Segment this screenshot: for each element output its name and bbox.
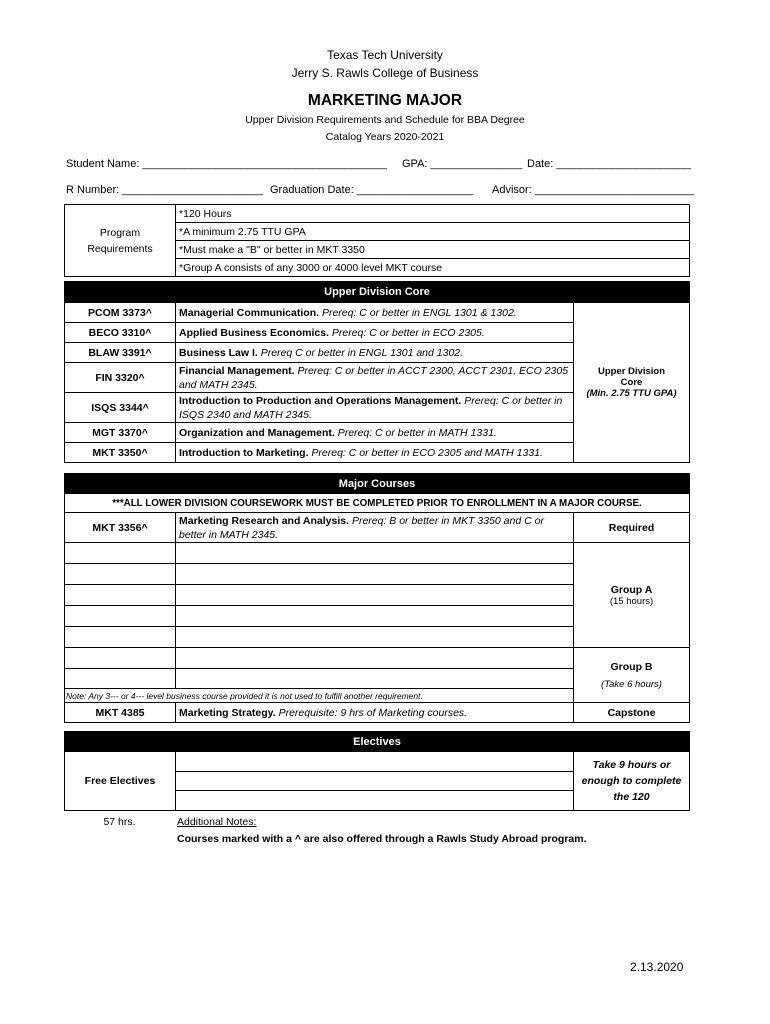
electives-side-label: Take 9 hours or enough to complete the 120: [574, 752, 690, 811]
r-number-field[interactable]: R Number: _______________________: [66, 184, 263, 196]
course-code-blank[interactable]: [65, 564, 176, 585]
major-courses-heading: Major Courses: [65, 474, 690, 494]
university-name: Texas Tech University: [327, 48, 443, 62]
additional-notes-text: Courses marked with a ^ are also offered through a Rawls Study Abroad program.: [177, 833, 587, 845]
program-requirements-label: Program Requirements: [65, 205, 176, 277]
elective-hours: 57 hrs.: [103, 816, 136, 828]
course-code: BLAW 3391^: [65, 343, 176, 363]
elective-blank[interactable]: [176, 791, 574, 811]
course-description-blank[interactable]: [176, 627, 574, 648]
electives-heading: Electives: [65, 732, 690, 752]
course-description: Introduction to Marketing. Prereq: C or better in ECO 2305 and MATH 1331.: [176, 443, 574, 463]
page-subtitle: Upper Division Requirements and Schedule for BBA Degree: [245, 114, 525, 126]
program-item: *Must make a "B" or better in MKT 3350: [176, 241, 690, 259]
course-code-blank[interactable]: [65, 606, 176, 627]
course-description-blank[interactable]: [176, 564, 574, 585]
course-code-blank[interactable]: [65, 648, 176, 669]
page-title: MARKETING MAJOR: [307, 92, 463, 109]
course-code: PCOM 3373^: [65, 303, 176, 323]
group-b-note: Note: Any 3--- or 4--- level business course provided it is not used to fulfill another requirement.: [65, 689, 574, 703]
electives-table: [64, 731, 690, 811]
course-description-blank[interactable]: [176, 648, 574, 669]
upper-division-core-table: [64, 281, 690, 463]
date-field[interactable]: Date: ______________________: [527, 158, 691, 170]
course-code: ISQS 3344^: [65, 393, 176, 423]
program-requirements-table: [64, 204, 690, 277]
course-description-blank[interactable]: [176, 585, 574, 606]
course-description: Business Law I. Prereq C or better in ENGL 1301 and 1302.: [176, 343, 574, 363]
course-description-blank[interactable]: [176, 606, 574, 627]
gpa-field[interactable]: GPA: _______________: [402, 158, 523, 170]
course-code-blank[interactable]: [65, 585, 176, 606]
course-description-blank[interactable]: [176, 669, 574, 689]
course-code: MKT 3356^: [65, 513, 176, 543]
advisor-field[interactable]: Advisor: __________________________: [492, 184, 694, 196]
course-code: MGT 3370^: [65, 423, 176, 443]
course-code: MKT 3350^: [65, 443, 176, 463]
course-code-blank[interactable]: [65, 627, 176, 648]
footer-date: 2.13.2020: [630, 960, 684, 974]
capstone-label: Capstone: [574, 703, 690, 723]
student-name-field[interactable]: Student Name: ________________________________________: [66, 158, 388, 170]
program-item: *A minimum 2.75 TTU GPA: [176, 223, 690, 241]
course-code: MKT 4385: [65, 703, 176, 723]
course-description: Marketing Research and Analysis. Prereq: B or better in MKT 3350 and C or better in MATH 2345.: [176, 513, 574, 543]
course-code-blank[interactable]: [65, 669, 176, 689]
course-description: Financial Management. Prereq: C or better in ACCT 2300, ACCT 2301, ECO 2305 and MATH 2345.: [176, 363, 574, 393]
program-item: *Group A consists of any 3000 or 4000 level MKT course: [176, 259, 690, 277]
required-label: Required: [574, 513, 690, 543]
program-item: *120 Hours: [176, 205, 690, 223]
free-electives-label: Free Electives: [65, 752, 176, 811]
group-b-label: Group B (Take 6 hours): [574, 648, 690, 703]
course-code: BECO 3310^: [65, 323, 176, 343]
elective-blank[interactable]: [176, 752, 574, 772]
major-warning: ***ALL LOWER DIVISION COURSEWORK MUST BE COMPLETED PRIOR TO ENROLLMENT IN A MAJOR COURSE.: [65, 494, 690, 513]
upper-core-side-label: Upper Division Core (Min. 2.75 TTU GPA): [574, 303, 690, 463]
course-description: Applied Business Economics. Prereq: C or better in ECO 2305.: [176, 323, 574, 343]
catalog-years: Catalog Years 2020-2021: [325, 131, 445, 143]
course-description: Managerial Communication. Prereq: C or better in ENGL 1301 & 1302.: [176, 303, 574, 323]
course-description: Marketing Strategy. Prerequisite: 9 hrs of Marketing courses.: [176, 703, 574, 723]
additional-notes-heading: Additional Notes:: [177, 816, 257, 828]
group-a-label: Group A (15 hours): [574, 543, 690, 648]
course-description: Organization and Management. Prereq: C or better in MATH 1331.: [176, 423, 574, 443]
college-name: Jerry S. Rawls College of Business: [291, 66, 479, 80]
course-description: Introduction to Production and Operations Management. Prereq: C or better in ISQS 2340 and MATH 2345.: [176, 393, 574, 423]
elective-blank[interactable]: [176, 772, 574, 791]
course-code: FIN 3320^: [65, 363, 176, 393]
upper-core-heading: Upper Division Core: [65, 282, 690, 303]
graduation-date-field[interactable]: Graduation Date: ___________________: [270, 184, 474, 196]
major-courses-table: [64, 473, 690, 723]
course-description-blank[interactable]: [176, 543, 574, 564]
course-code-blank[interactable]: [65, 543, 176, 564]
